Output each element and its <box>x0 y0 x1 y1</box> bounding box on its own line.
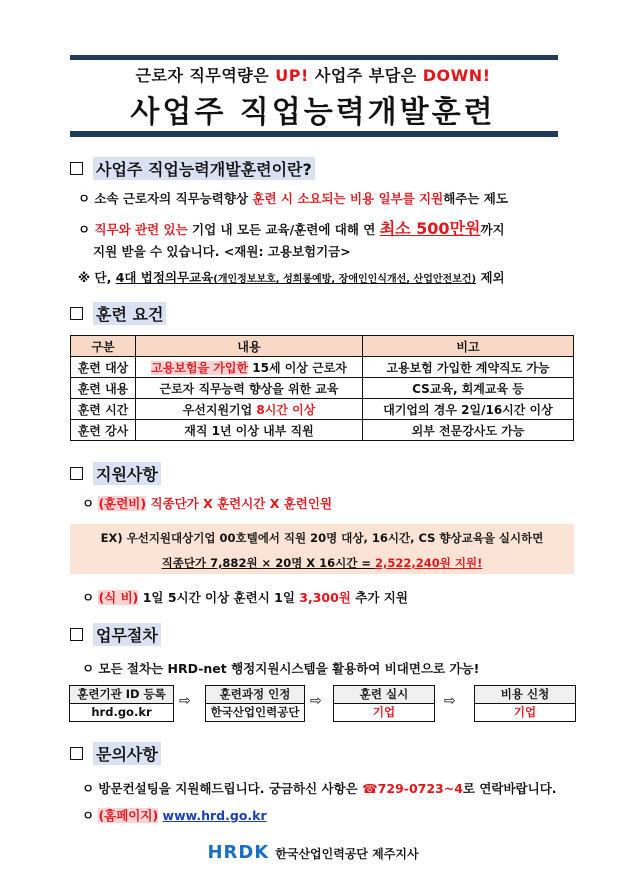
table-row <box>71 420 574 441</box>
row-label: 훈련 대상 <box>71 357 136 378</box>
step-detail: 기업 <box>513 705 537 719</box>
row-content: 재직 1년 이상 내부 직원 <box>136 420 363 441</box>
step-title: 훈련기관 ID 등록 <box>70 686 173 704</box>
row-content: 근로자 직무능력 향상을 위한 교육 <box>136 378 363 399</box>
intro-note: ※ 단, 4대 법정의무교육(개인정보보호, 성희롱예방, 장애인인식개선, 산업안전보건) 제외 <box>78 270 505 285</box>
table-header-row <box>71 336 574 357</box>
table-row <box>71 399 574 420</box>
row-label: 훈련 강사 <box>71 420 136 441</box>
row-label: 훈련 내용 <box>71 378 136 399</box>
arrow-right-icon: ⇨ <box>444 693 456 709</box>
section-process-heading: 업무절차 <box>70 623 161 646</box>
checkbox-square-icon <box>70 467 83 480</box>
arrow-right-icon: ⇨ <box>310 693 322 709</box>
bottom-rule <box>70 131 558 137</box>
checkbox-square-icon <box>70 162 83 175</box>
row-note: 외부 전문강사도 가능 <box>363 420 574 441</box>
intro-bullet-1: ㅇ 소속 근로자의 직무능력향상 훈련 시 소요되는 비용 일부를 지원해주는 제도 <box>78 191 508 206</box>
step-detail: hrd.go.kr <box>91 705 152 719</box>
intro-bullet-2: ㅇ 직무와 관련 있는 기업 내 모든 교육/훈련에 대해 연 최소 500만원까지 <box>78 219 505 238</box>
step-title: 훈련 실시 <box>334 686 434 704</box>
example-box <box>70 524 574 574</box>
step-detail: 기업 <box>372 705 396 719</box>
section-requirements-heading: 훈련 요건 <box>70 302 166 325</box>
hrdk-logo: HRDK <box>207 842 270 863</box>
row-content: 고용보험을 가입한 15세 이상 근로자 <box>136 357 363 378</box>
contact-line-2: ㅇ (홈페이지) www.hrd.go.kr <box>82 808 267 823</box>
process-step-2 <box>205 685 305 722</box>
section-support-heading: 지원사항 <box>70 462 161 485</box>
table-header-cell: 구분 <box>71 336 136 357</box>
support-item-2: ㅇ (식 비) 1일 5시간 이상 훈련시 1일 3,300원 추가 지원 <box>82 590 408 605</box>
row-note: 대기업의 경우 2일/16시간 이상 <box>363 399 574 420</box>
page-title: 사업주 직업능력개발훈련 <box>130 95 496 130</box>
step-detail: 한국산업인력공단 <box>210 705 300 719</box>
row-content: 우선지원기업 8시간 이상 <box>136 399 363 420</box>
table-row <box>71 357 574 378</box>
row-note: CS교육, 회계교육 등 <box>363 378 574 399</box>
intro-bullet-2-line-2: 지원 받을 수 있습니다. <재원: 고용보험기금> <box>93 244 351 259</box>
table-row <box>71 378 574 399</box>
arrow-right-icon: ⇨ <box>179 693 191 709</box>
subtitle: 근로자 직무역량은 UP! 사업주 부담은 DOWN! <box>135 66 491 85</box>
footer <box>0 842 626 863</box>
checkbox-square-icon <box>70 307 83 320</box>
table-header-cell: 내용 <box>136 336 363 357</box>
process-step-3 <box>333 685 435 722</box>
step-title: 비용 신청 <box>475 686 575 704</box>
requirements-table <box>70 335 574 441</box>
homepage-link[interactable]: www.hrd.go.kr <box>162 808 267 823</box>
process-step-4 <box>474 685 576 722</box>
row-label: 훈련 시간 <box>71 399 136 420</box>
section-intro-heading: 사업주 직업능력개발훈련이란? <box>70 157 315 180</box>
example-line-1: EX) 우선지원대상기업 00호텔에서 직원 20명 대상, 16시간, CS 향상교육을 실시하면 <box>100 531 544 545</box>
step-title: 훈련과정 인정 <box>206 686 304 704</box>
footer-org-name: 한국산업인력공단 제주지사 <box>275 847 419 861</box>
process-description: ㅇ 모든 절차는 HRD-net 행정지원시스템을 활용하여 비대면으로 가능! <box>82 661 480 676</box>
top-rule <box>70 55 558 60</box>
checkbox-square-icon <box>70 747 83 760</box>
row-note: 고용보험 가입한 계약직도 가능 <box>363 357 574 378</box>
example-line-2: 직종단가 7,882원 × 20명 X 16시간 = 2,522,240원 지원! <box>161 556 483 570</box>
process-step-1 <box>69 685 174 722</box>
contact-line-1: ㅇ 방문컨설팅을 지원해드립니다. 궁금하신 사항은 ☎729-0723~4로 연락바랍니다. <box>82 781 557 796</box>
section-contact-heading: 문의사항 <box>70 742 161 765</box>
support-item-1: ㅇ (훈련비) 직종단가 X 훈련시간 X 훈련인원 <box>82 496 333 511</box>
table-header-cell: 비고 <box>363 336 574 357</box>
checkbox-square-icon <box>70 628 83 641</box>
